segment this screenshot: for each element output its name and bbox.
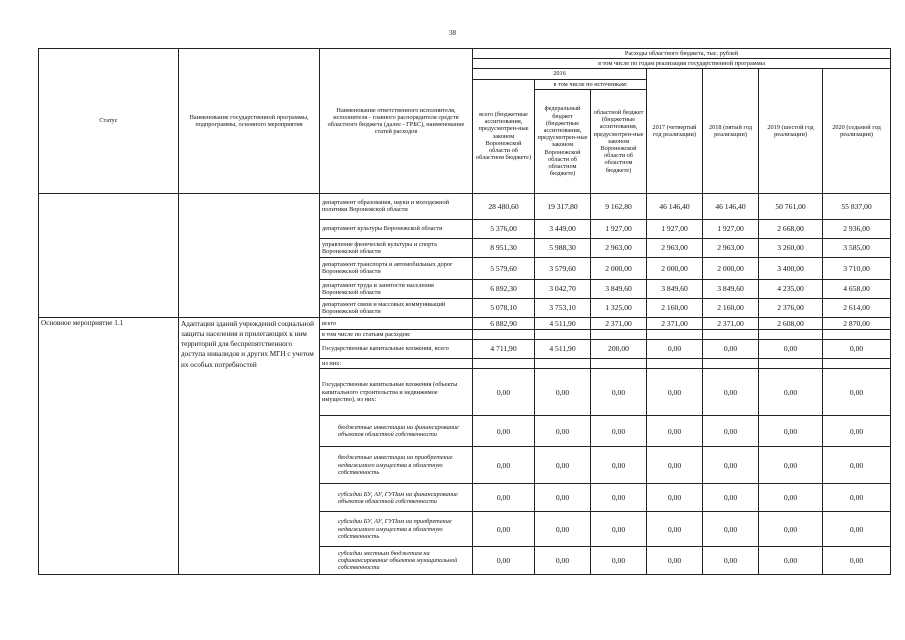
value-cell-y19: 2 376,00 <box>759 298 823 317</box>
header-total: всего (бюджетные ассигнования, предусмотрен-ные законом Воронежской области об областном бюджете) <box>473 79 535 193</box>
value-cell-y20: 2 870,00 <box>823 317 891 329</box>
value-cell-fed: 0,00 <box>535 484 591 512</box>
responsible-label: департамент труда и занятости населения Воронежской области <box>320 279 473 298</box>
value-cell-reg: 200,00 <box>591 340 647 359</box>
value-cell-y19: 3 400,00 <box>759 257 823 279</box>
value-cell-y19: 2 608,00 <box>759 317 823 329</box>
value-cell-total: 6 882,90 <box>473 317 535 329</box>
value-cell-y19: 0,00 <box>759 416 823 447</box>
value-cell-y20: 0,00 <box>823 416 891 447</box>
value-cell-y17: 0,00 <box>647 447 703 484</box>
responsible-label: департамент образования, науки и молодежной политики Воронежской области <box>320 193 473 219</box>
value-cell-fed: 3 753,10 <box>535 298 591 317</box>
value-cell-total: 0,00 <box>473 447 535 484</box>
empty-cell <box>823 329 891 339</box>
value-cell-y18: 2 963,00 <box>703 238 759 257</box>
empty-cell <box>703 329 759 339</box>
value-cell-y20: 0,00 <box>823 340 891 359</box>
value-cell-y17: 0,00 <box>647 547 703 575</box>
header-2018: 2018 (пятый год реализации) <box>703 69 759 193</box>
value-cell-fed: 19 317,80 <box>535 193 591 219</box>
value-cell-reg: 0,00 <box>591 369 647 416</box>
empty-cell <box>473 329 535 339</box>
empty-cell <box>759 329 823 339</box>
empty-cell <box>823 359 891 369</box>
value-cell-reg: 3 849,60 <box>591 279 647 298</box>
empty-cell <box>473 359 535 369</box>
value-cell-y17: 2 000,00 <box>647 257 703 279</box>
page-number: 38 <box>449 29 456 37</box>
value-cell-fed: 0,00 <box>535 512 591 547</box>
capital-label: Государственные капитальные вложения, всего <box>320 340 473 359</box>
value-cell-fed: 3 579,60 <box>535 257 591 279</box>
value-cell-total: 5 579,60 <box>473 257 535 279</box>
value-cell-y18: 0,00 <box>703 447 759 484</box>
value-cell-reg: 1 325,00 <box>591 298 647 317</box>
expense-article-label: Государственные капитальные вложения (объекты капитального строительства и недвижимое имущество), из них: <box>320 369 473 416</box>
header-expenses: Расходы областного бюджета, тыс. рублей <box>473 49 891 59</box>
value-cell-y20: 2 936,00 <box>823 219 891 238</box>
value-cell-y17: 46 146,40 <box>647 193 703 219</box>
table-row <box>39 193 891 219</box>
empty-cell <box>591 359 647 369</box>
event-status: Основное мероприятие 1.1 <box>39 317 179 574</box>
header-2017: 2017 (четвертый год реализации) <box>647 69 703 193</box>
empty-cell <box>535 359 591 369</box>
value-cell-y19: 0,00 <box>759 512 823 547</box>
expense-article-label: бюджетные инвестиции на финансирование объектов областной собственности <box>320 416 473 447</box>
value-cell-reg: 0,00 <box>591 416 647 447</box>
value-cell-reg: 0,00 <box>591 484 647 512</box>
value-cell-total: 8 951,30 <box>473 238 535 257</box>
of-them-label: из них: <box>320 359 473 369</box>
value-cell-y19: 0,00 <box>759 340 823 359</box>
value-cell-total: 5 376,00 <box>473 219 535 238</box>
value-cell-y18: 0,00 <box>703 484 759 512</box>
value-cell-fed: 0,00 <box>535 547 591 575</box>
value-cell-y17: 0,00 <box>647 484 703 512</box>
budget-table <box>38 48 891 575</box>
value-cell-fed: 4 511,90 <box>535 317 591 329</box>
value-cell-y19: 3 260,00 <box>759 238 823 257</box>
value-cell-y17: 0,00 <box>647 369 703 416</box>
event-name: Адаптация зданий учреждений социальной защиты населения и прилегающих к ним территорий для беспрепятственного доступа инвалидов и других МГН с учетом их особых потребностей <box>179 317 320 574</box>
value-cell-y20: 3 710,00 <box>823 257 891 279</box>
value-cell-y17: 2 963,00 <box>647 238 703 257</box>
header-status: Статус <box>39 49 179 194</box>
value-cell-total: 5 078,10 <box>473 298 535 317</box>
empty-cell <box>759 359 823 369</box>
value-cell-y17: 1 927,00 <box>647 219 703 238</box>
value-cell-fed: 0,00 <box>535 416 591 447</box>
value-cell-y17: 2 160,00 <box>647 298 703 317</box>
value-cell-y18: 0,00 <box>703 547 759 575</box>
empty-status-cell <box>39 193 179 317</box>
value-cell-fed: 0,00 <box>535 369 591 416</box>
value-cell-fed: 0,00 <box>535 447 591 484</box>
value-cell-y19: 0,00 <box>759 369 823 416</box>
responsible-label: департамент связи и массовых коммуникаций Воронежской области <box>320 298 473 317</box>
value-cell-y19: 2 668,00 <box>759 219 823 238</box>
value-cell-reg: 2 000,00 <box>591 257 647 279</box>
empty-cell <box>591 329 647 339</box>
value-cell-total: 0,00 <box>473 369 535 416</box>
value-cell-total: 0,00 <box>473 547 535 575</box>
total-label: всего <box>320 317 473 329</box>
value-cell-y17: 0,00 <box>647 512 703 547</box>
value-cell-y18: 2 371,00 <box>703 317 759 329</box>
expense-article-label: субсидии БУ, АУ, ГУПам на финансирование объектов областной собственности <box>320 484 473 512</box>
value-cell-y20: 0,00 <box>823 547 891 575</box>
value-cell-y20: 0,00 <box>823 369 891 416</box>
value-cell-reg: 9 162,80 <box>591 193 647 219</box>
value-cell-total: 0,00 <box>473 512 535 547</box>
empty-name-cell <box>179 193 320 317</box>
value-cell-reg: 0,00 <box>591 547 647 575</box>
table-row <box>39 317 891 329</box>
value-cell-y17: 0,00 <box>647 416 703 447</box>
empty-cell <box>647 329 703 339</box>
value-cell-y19: 0,00 <box>759 484 823 512</box>
value-cell-fed: 3 042,70 <box>535 279 591 298</box>
empty-cell <box>647 359 703 369</box>
value-cell-fed: 4 511,90 <box>535 340 591 359</box>
value-cell-total: 6 892,30 <box>473 279 535 298</box>
header-2020: 2020 (седьмой год реализации) <box>823 69 891 193</box>
value-cell-y19: 50 761,00 <box>759 193 823 219</box>
empty-cell <box>535 329 591 339</box>
value-cell-y19: 0,00 <box>759 547 823 575</box>
value-cell-y18: 1 927,00 <box>703 219 759 238</box>
expense-article-label: субсидии местным бюджетам на софинансирование объектов муниципальной собственности <box>320 547 473 575</box>
responsible-label: департамент культуры Воронежской области <box>320 219 473 238</box>
header-federal: федеральный бюджет (бюджетные ассигнования, предусмотрен-ные законом Воронежской области об областном бюджете) <box>535 89 591 193</box>
value-cell-y19: 4 235,00 <box>759 279 823 298</box>
value-cell-y18: 0,00 <box>703 340 759 359</box>
value-cell-y18: 0,00 <box>703 416 759 447</box>
value-cell-y20: 0,00 <box>823 484 891 512</box>
expense-article-label: бюджетные инвестиции на приобретение недвижимого имущества в областную собственность <box>320 447 473 484</box>
value-cell-reg: 2 963,00 <box>591 238 647 257</box>
header-responsible: Наименование ответственного исполнителя, исполнителя - главного распорядителя средств областного бюджета (далее - ГРБС), наименование статей расходов <box>320 49 473 194</box>
empty-cell <box>703 359 759 369</box>
value-cell-reg: 2 371,00 <box>591 317 647 329</box>
header-by-sources: в том числе по источникам: <box>535 79 647 89</box>
value-cell-y18: 3 849,60 <box>703 279 759 298</box>
value-cell-total: 0,00 <box>473 484 535 512</box>
value-cell-y18: 2 000,00 <box>703 257 759 279</box>
value-cell-y18: 2 160,00 <box>703 298 759 317</box>
value-cell-fed: 3 449,00 <box>535 219 591 238</box>
header-year-2016: 2016 <box>473 69 647 79</box>
value-cell-reg: 1 927,00 <box>591 219 647 238</box>
value-cell-total: 4 711,90 <box>473 340 535 359</box>
by-articles-label: в том числе по статьям расходов: <box>320 329 473 339</box>
header-by-years: в том числе по годам реализации государственной программы <box>473 59 891 69</box>
value-cell-y18: 0,00 <box>703 369 759 416</box>
header-2019: 2019 (шестой год реализации) <box>759 69 823 193</box>
value-cell-y20: 55 837,00 <box>823 193 891 219</box>
value-cell-y17: 3 849,60 <box>647 279 703 298</box>
expense-article-label: субсидии БУ, АУ, ГУПам на приобретение недвижимого имущества в областную собственность <box>320 512 473 547</box>
value-cell-y20: 4 658,00 <box>823 279 891 298</box>
value-cell-reg: 0,00 <box>591 512 647 547</box>
value-cell-y20: 0,00 <box>823 512 891 547</box>
value-cell-total: 0,00 <box>473 416 535 447</box>
header-program-name: Наименование государственной программы, подпрограммы, основного мероприятия <box>179 49 320 194</box>
value-cell-y18: 46 146,40 <box>703 193 759 219</box>
value-cell-total: 28 480,60 <box>473 193 535 219</box>
value-cell-fed: 5 988,30 <box>535 238 591 257</box>
value-cell-y17: 2 371,00 <box>647 317 703 329</box>
value-cell-y20: 3 585,00 <box>823 238 891 257</box>
value-cell-y18: 0,00 <box>703 512 759 547</box>
value-cell-y20: 2 614,00 <box>823 298 891 317</box>
value-cell-reg: 0,00 <box>591 447 647 484</box>
value-cell-y19: 0,00 <box>759 447 823 484</box>
value-cell-y20: 0,00 <box>823 447 891 484</box>
responsible-label: департамент транспорта и автомобильных дорог Воронежской области <box>320 257 473 279</box>
value-cell-y17: 0,00 <box>647 340 703 359</box>
header-regional: областной бюджет (бюджетные ассигнования, предусмотрен-ные законом Воронежской области об областном бюджете) <box>591 89 647 193</box>
responsible-label: управление физической культуры и спорта Воронежской области <box>320 238 473 257</box>
